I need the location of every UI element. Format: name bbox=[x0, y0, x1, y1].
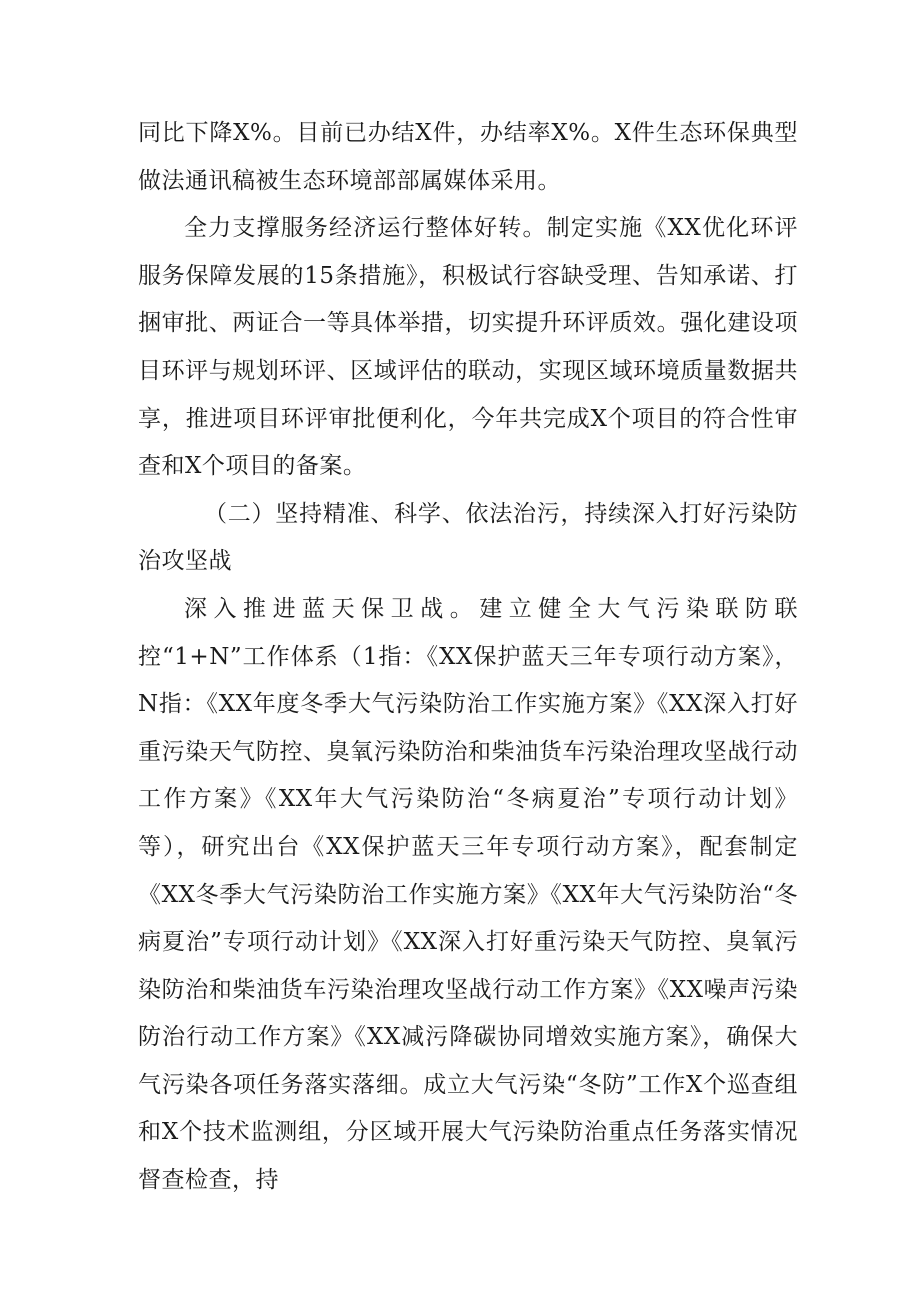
paragraph-blue-sky: 深入推进蓝天保卫战。建立健全大气污染联防联控“1+N”工作体系（1指：《XX保护蓝天三年专项行动方案》，N指：《XX年度冬季大气污染防治工作实施方案》《XX深入打好重污染天气防控、臭氧污染防治和柴油货车污染治理攻坚战行动工作方案》《XX年大气污染防治“冬病夏治”专项行动计划》等），研究出台《XX保护蓝天三年专项行动方案》，配套制定《XX冬季大气污染防治工作实施方案》《XX年大气污染防治“冬病夏治”专项行动计划》《XX深入打好重污染天气防控、臭氧污染防治和柴油货车污染治理攻坚战行动工作方案》《XX噪声污染防治行动工作方案》《XX减污降碳协同增效实施方案》，确保大气污染各项任务落实落细。成立大气污染“冬防”工作X个巡查组和X个技术监测组，分区域开展大气污染防治重点任务落实情况督查检查，持 bbox=[138, 595, 798, 1194]
document-body bbox=[138, 110, 798, 1205]
paragraph-continuation: 同比下降X%。目前已办结X件，办结率X%。X件生态环保典型做法通讯稿被生态环境部部属媒体采用。 bbox=[138, 120, 798, 194]
paragraph-eia-service: 全力支撑服务经济运行整体好转。制定实施《XX优化环评服务保障发展的15条措施》，积极试行容缺受理、告知承诺、打捆审批、两证合一等具体举措，切实提升环评质效。强化建设项目环评与规划环评、区域评估的联动，实现区域环境质量数据共享，推进项目环评审批便利化，今年共完成X个项目的符合性审查和X个项目的备案。 bbox=[138, 215, 798, 480]
section-heading-pollution-control: （二）坚持精准、科学、依法治污，持续深入打好污染防治攻坚战 bbox=[138, 500, 798, 575]
